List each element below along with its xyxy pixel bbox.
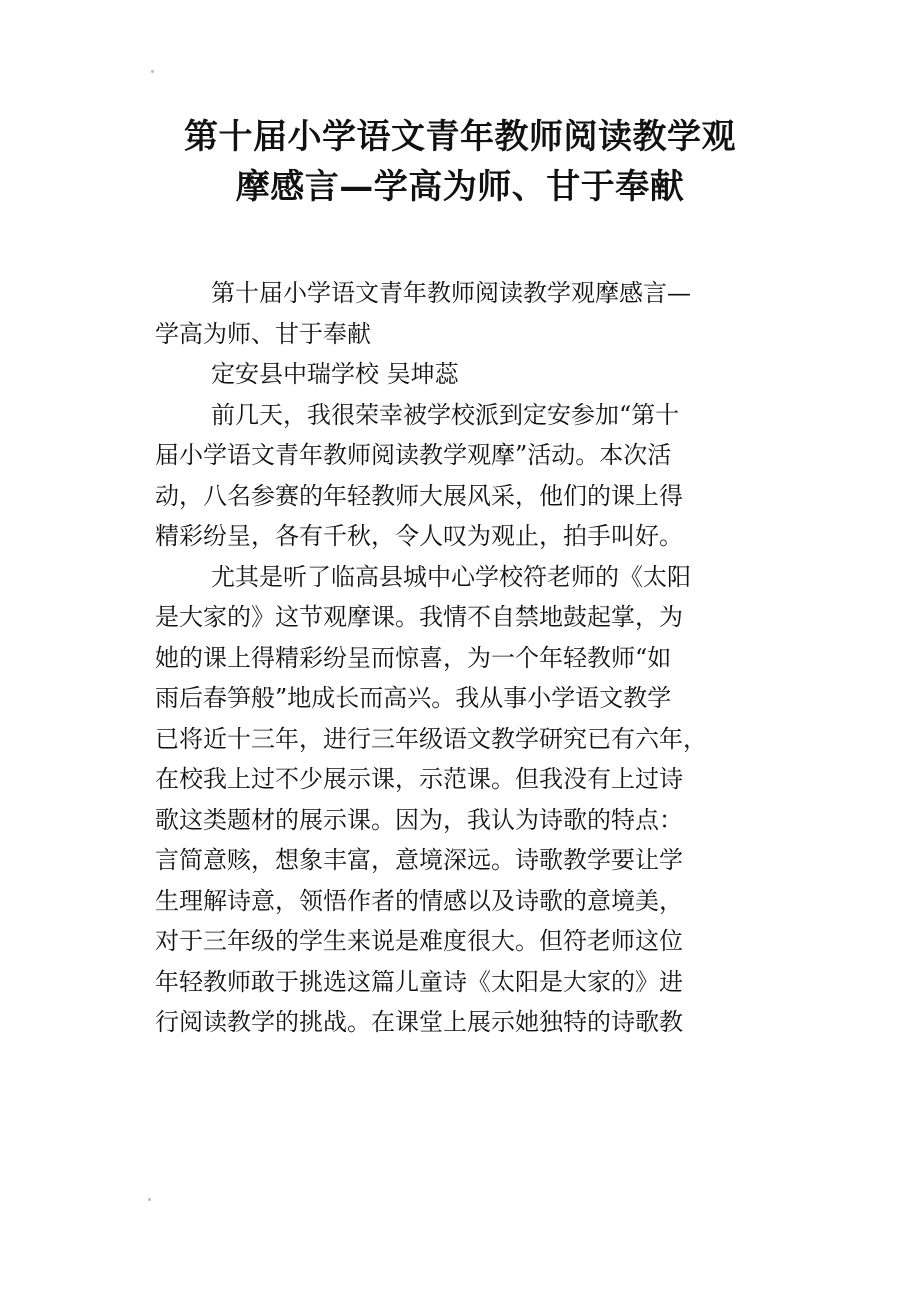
scan-dot-mark xyxy=(151,70,154,73)
body-line: 尤其是听了临高县城中心学校符老师的《太阳 xyxy=(211,562,691,591)
document-title xyxy=(120,112,800,212)
body-line: 行阅读教学的挑战。在课堂上展示她独特的诗歌教 xyxy=(155,1008,683,1036)
body-line: 歌这类题材的展示课。因为，我认为诗歌的特点： xyxy=(155,805,683,834)
body-line: 学高为师、甘于奉献 xyxy=(155,319,371,348)
scan-dot-mark xyxy=(148,1198,151,1201)
title-line: 第十届小学语文青年教师阅读教学观 xyxy=(184,117,736,157)
title-line: 摩感言—学高为师、甘于奉献 xyxy=(235,167,685,207)
body-line: 言简意赅，想象丰富，意境深远。诗歌教学要让学 xyxy=(155,846,683,874)
body-line: 是大家的》这节观摩课。我情不自禁地鼓起掌，为 xyxy=(155,603,683,631)
body-line: 在校我上过不少展示课，示范课。但我没有上过诗 xyxy=(155,765,683,793)
author-line: 定安县中瑞学校 吴坤蕊 xyxy=(211,360,459,388)
body-line: 她的课上得精彩纷呈而惊喜，为一个年轻教师“如 xyxy=(155,643,672,672)
body-line: 已将近十三年，进行三年级语文教学研究已有六年， xyxy=(155,724,707,753)
body-line: 年轻教师敢于挑选这篇儿童诗《太阳是大家的》进 xyxy=(155,967,683,996)
body-line: 生理解诗意，领悟作者的情感以及诗歌的意境美， xyxy=(155,886,683,915)
body-line: 前几天，我很荣幸被学校派到定安参加“第十 xyxy=(211,400,680,429)
body-line: 精彩纷呈，各有千秋，令人叹为观止，拍手叫好。 xyxy=(155,522,683,550)
body-line: 动，八名参赛的年轻教师大展风采，他们的课上得 xyxy=(155,481,683,510)
document-body xyxy=(155,273,770,1043)
body-line: 对于三年级的学生来说是难度很大。但符老师这位 xyxy=(155,927,683,955)
body-line: 届小学语文青年教师阅读教学观摩”活动。本次活 xyxy=(155,441,672,469)
body-line: 第十届小学语文青年教师阅读教学观摩感言— xyxy=(211,279,691,307)
body-line: 雨后春笋般”地成长而高兴。我从事小学语文教学 xyxy=(155,684,672,712)
